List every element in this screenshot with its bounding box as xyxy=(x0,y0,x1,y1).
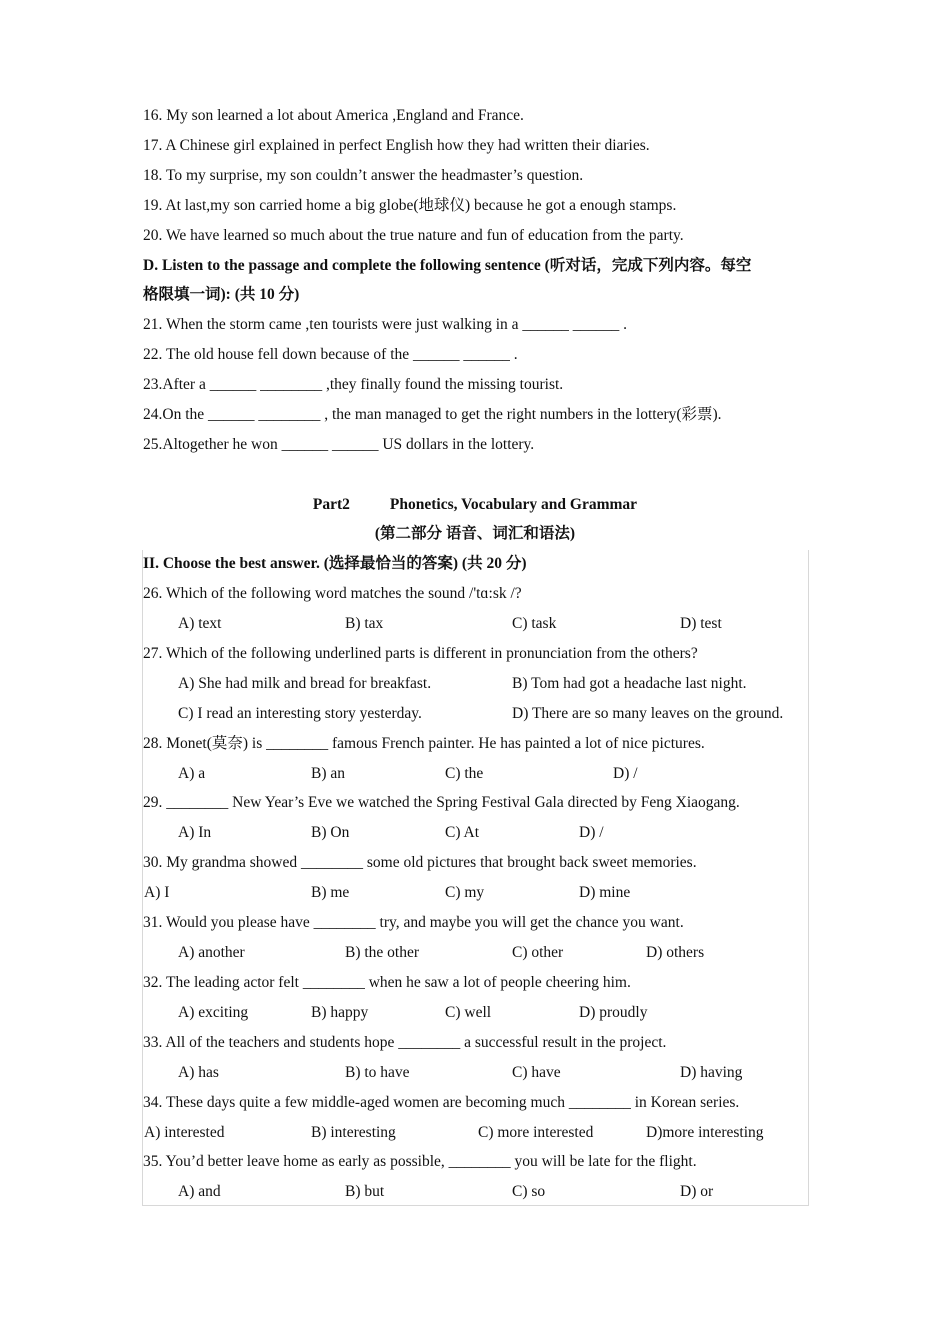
q35-option-a[interactable]: A) and xyxy=(178,1183,221,1200)
question-29: 29. ________ New Year’s Eve we watched the Spring Festival Gala directed by Feng Xiaogang. xyxy=(143,794,740,811)
q31-option-d[interactable]: D) others xyxy=(646,944,705,961)
question-35: 35. You’d better leave home as early as possible, ________ you will be late for the flight. xyxy=(143,1153,697,1170)
q31-option-c[interactable]: C) other xyxy=(512,944,564,961)
q26-option-b[interactable]: B) tax xyxy=(345,615,384,632)
statement-17: 17. A Chinese girl explained in perfect English how they had written their diaries. xyxy=(143,137,650,154)
question-31: 31. Would you please have ________ try, and maybe you will get the chance you want. xyxy=(143,914,684,931)
q29-option-c[interactable]: C) At xyxy=(445,824,480,841)
q30-option-b[interactable]: B) me xyxy=(311,884,350,901)
statement-16: 16. My son learned a lot about America ,England and France. xyxy=(143,107,524,124)
q33-option-d[interactable]: D) having xyxy=(680,1064,743,1081)
question-34: 34. These days quite a few middle-aged women are becoming much ________ in Korean series. xyxy=(143,1094,740,1111)
fill-item-24: 24.On the ______ ________ , the man managed to get the right numbers in the lottery(彩票). xyxy=(143,406,722,423)
q34-option-a[interactable]: A) interested xyxy=(144,1124,225,1141)
q33-option-a[interactable]: A) has xyxy=(178,1064,219,1081)
q35-option-b[interactable]: B) but xyxy=(345,1183,385,1200)
q28-option-d[interactable]: D) / xyxy=(613,765,638,782)
q34-option-c[interactable]: C) more interested xyxy=(478,1124,594,1141)
q30-option-a[interactable]: A) I xyxy=(144,884,170,901)
q28-option-a[interactable]: A) a xyxy=(178,765,206,782)
q26-option-d[interactable]: D) test xyxy=(680,615,722,632)
section-d-heading-cont: 格限填一词): (共 10 分) xyxy=(143,286,300,303)
fill-item-22: 22. The old house fell down because of the ______ ______ . xyxy=(143,346,518,363)
question-26: 26. Which of the following word matches the sound /'tɑ:sk /? xyxy=(143,585,522,602)
statement-18: 18. To my surprise, my son couldn’t answer the headmaster’s question. xyxy=(143,167,584,184)
q26-option-c[interactable]: C) task xyxy=(512,615,557,632)
q27-option-b[interactable]: B) Tom had got a headache last night. xyxy=(512,675,747,692)
fill-item-25: 25.Altogether he won ______ ______ US dollars in the lottery. xyxy=(143,436,535,453)
statement-19: 19. At last,my son carried home a big globe(地球仪) because he got a enough stamps. xyxy=(143,197,677,214)
q34-option-b[interactable]: B) interesting xyxy=(311,1124,396,1141)
q27-option-a[interactable]: A) She had milk and bread for breakfast. xyxy=(178,675,432,692)
section-ii-heading: II. Choose the best answer. (选择最恰当的答案) (共 20 分) xyxy=(143,555,527,572)
fill-item-21: 21. When the storm came ,ten tourists were just walking in a ______ ______ . xyxy=(143,316,628,333)
question-28: 28. Monet(莫奈) is ________ famous French painter. He has painted a lot of nice pictures. xyxy=(143,735,705,752)
q27-option-c[interactable]: C) I read an interesting story yesterday. xyxy=(178,705,422,722)
part2-title: Phonetics, Vocabulary and Grammar xyxy=(389,496,638,513)
q32-option-a[interactable]: A) exciting xyxy=(178,1004,249,1021)
q30-option-c[interactable]: C) my xyxy=(445,884,485,901)
q33-option-b[interactable]: B) to have xyxy=(345,1064,410,1081)
question-32: 32. The leading actor felt ________ when he saw a lot of people cheering him. xyxy=(143,974,631,991)
section-d-heading: D. Listen to the passage and complete the following sentence (听对话，完成下列内容。每空 xyxy=(143,257,752,274)
q29-option-b[interactable]: B) On xyxy=(311,824,350,841)
part2-label: Part2 xyxy=(312,496,350,513)
part2-title-row xyxy=(0,495,950,515)
q31-option-b[interactable]: B) the other xyxy=(345,944,420,961)
q32-option-d[interactable]: D) proudly xyxy=(579,1004,648,1021)
box-right-border xyxy=(808,550,809,1205)
q34-option-d[interactable]: D)more interesting xyxy=(646,1124,764,1141)
q33-option-c[interactable]: C) have xyxy=(512,1064,561,1081)
statement-20: 20. We have learned so much about the true nature and fun of education from the party. xyxy=(143,227,684,244)
question-27: 27. Which of the following underlined parts is different in pronunciation from the others? xyxy=(143,645,698,662)
question-30: 30. My grandma showed ________ some old pictures that brought back sweet memories. xyxy=(143,854,697,871)
q32-option-b[interactable]: B) happy xyxy=(311,1004,369,1021)
q29-option-d[interactable]: D) / xyxy=(579,824,604,841)
q35-option-d[interactable]: D) or xyxy=(680,1183,714,1200)
fill-item-23: 23.After a ______ ________ ,they finally found the missing tourist. xyxy=(143,376,564,393)
q30-option-d[interactable]: D) mine xyxy=(579,884,631,901)
question-33: 33. All of the teachers and students hope ________ a successful result in the project. xyxy=(143,1034,667,1051)
box-bottom-border xyxy=(142,1205,809,1206)
q26-option-a[interactable]: A) text xyxy=(178,615,222,632)
q32-option-c[interactable]: C) well xyxy=(445,1004,492,1021)
q27-option-d[interactable]: D) There are so many leaves on the ground. xyxy=(512,705,784,722)
q35-option-c[interactable]: C) so xyxy=(512,1183,546,1200)
q31-option-a[interactable]: A) another xyxy=(178,944,245,961)
q29-option-a[interactable]: A) In xyxy=(178,824,212,841)
part2-subtitle: (第二部分 语音、词汇和语法) xyxy=(374,525,576,542)
q28-option-b[interactable]: B) an xyxy=(311,765,346,782)
q28-option-c[interactable]: C) the xyxy=(445,765,484,782)
